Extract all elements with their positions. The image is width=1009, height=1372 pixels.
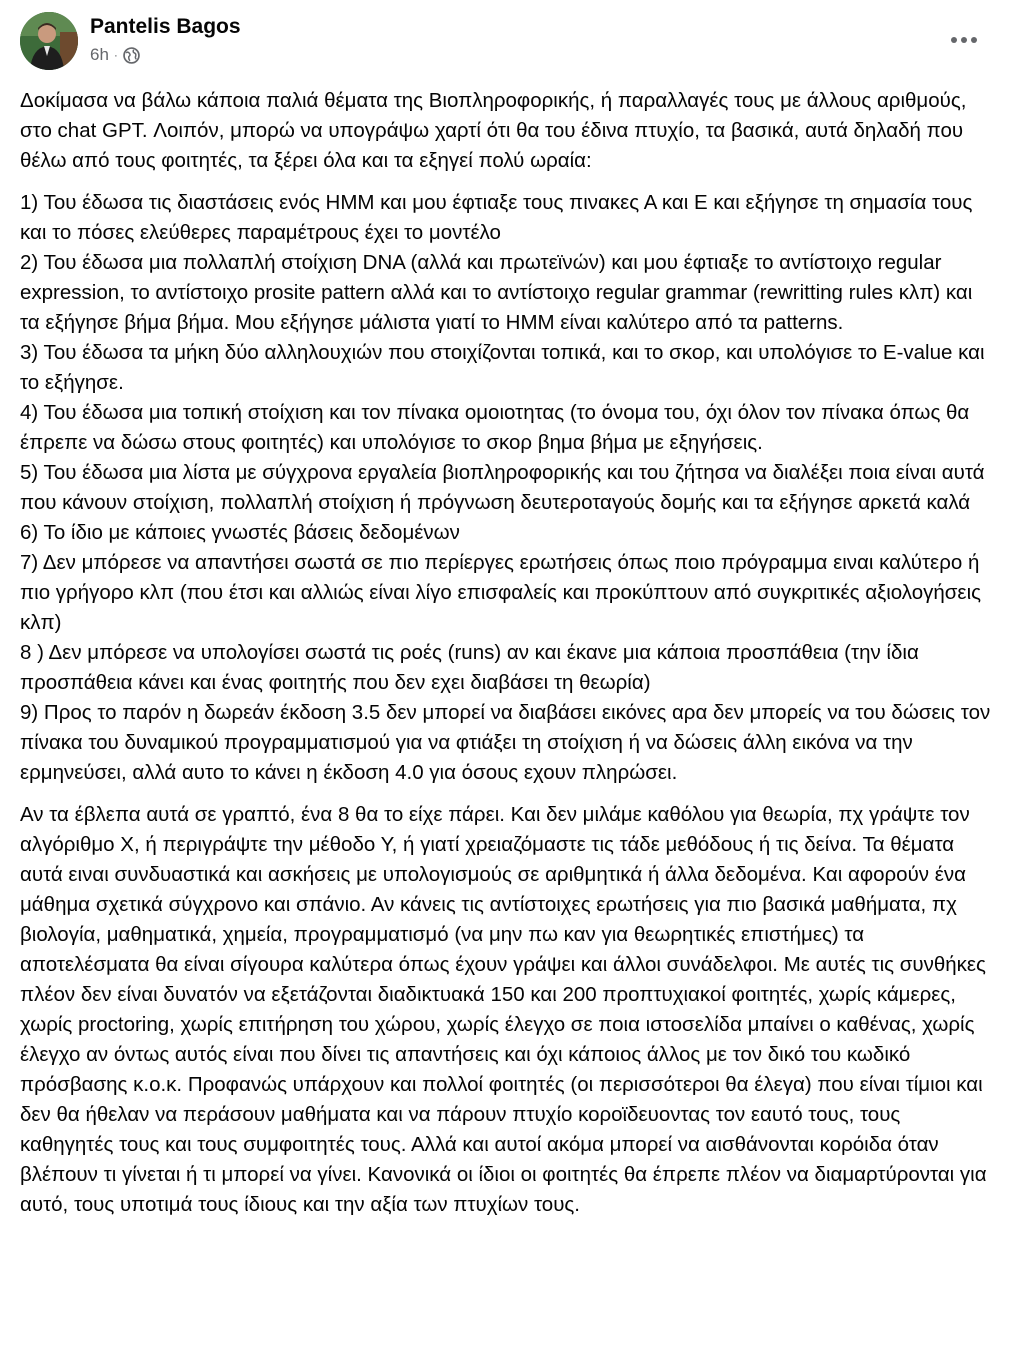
list-item: 1) Του έδωσα τις διαστάσεις ενός HMM και μου έφτιαξε τους πινακες Α και Ε και εξήγησε τη σημασία τους και το πόσες ελεύθερες παραμέτρους έχει το μοντέλο <box>20 191 973 244</box>
globe-icon[interactable] <box>123 47 140 64</box>
post-text <box>20 86 995 1232</box>
post-closing: Αν τα έβλεπα αυτά σε γραπτό, ένα 8 θα το είχε πάρει. Και δεν μιλάμε καθόλου για θεωρία, πχ γράψτε τον αλγόριθμο Χ, ή περιγράψτε την μέθοδο Υ, ή γιατί χρειαζόμαστε τις τάδε μεθόδους ή τις δείνα. Τα θέματα αυτά ειναι συνδυαστικά και ασκήσεις με υπολογισμούς σε αριθμητικά ή άλλα δεδομένα. Και αφορούν ένα μάθημα σχετικά σύγχρονο και σπάνιο. Αν κάνεις τις αντίστοιχες ερωτήσεις για πιο βασικά μαθήματα, πχ βιολογία, μαθηματικά, χημεία, προγραμματισμό (να μην πω καν για θεωρητικές επιστήμες) τα αποτελέσματα θα είναι σίγουρα καλύτερα όπως έχουν γράψει και άλλοι συνάδελφοι. Με αυτές τις συνθήκες πλέον δεν είναι δυνατόν να εξετάζονται διαδικτυακά 150 και 200 προπτυχιακοί φοιτητές, χωρίς κάμερες, χωρίς proctoring, χωρίς επιτήρηση του χώρου, χωρίς έλεγχο σε ποια ιστοσελίδα μπαίνει ο καθένας, χωρίς έλεγχο αν όντως αυτός είναι που δίνει τις απαντήσεις και όχι κάποιος άλλος με τον δικό του κωδικό πρόσβασης κ.ο.κ. Προφανώς υπάρχουν και πολλοί φοιτητές (οι περισσότεροι θα έλεγα) που είναι τίμιοι και δεν θα ήθελαν να περάσουν μαθήματα και να πάρουν πτυχίο κοροϊδευοντας τον εαυτό τους, τους καθηγητές τους και τους συμφοιτητές τους. Αλλά και αυτοί ακόμα μπορεί να αισθάνονται κορόιδα όταν βλέπουν τι γίνεται ή τι μπορεί να γίνει. Κανονικά οι ίδιοι οι φοιτητές θα έπρεπε πλέον να διαμαρτύρονται για αυτό, τους υποτιμά τους ίδιους και την αξία των πτυχίων τους. <box>20 803 987 1216</box>
list-item: 6) Το ίδιο με κάποιες γνωστές βάσεις δεδομένων <box>20 521 460 544</box>
post-meta <box>90 45 140 65</box>
post-header <box>20 12 990 72</box>
list-item: 4) Του έδωσα μια τοπική στοίχιση και τον πίνακα ομοιοτητας (το όνομα του, όχι όλον τον πίνακα όπως θα έπρεπε να δώσω στους φοιτητές) και υπολόγισε το σκορ βημα βήμα με εξηγήσεις. <box>20 401 970 454</box>
more-options-icon[interactable] <box>948 28 980 52</box>
more-dot <box>971 37 977 43</box>
post-list <box>20 188 995 788</box>
list-item: 3) Του έδωσα τα μήκη δύο αλληλουχιών που στοιχίζονται τοπικά, και το σκορ, και υπολόγισε το E-value και το εξήγησε. <box>20 341 985 394</box>
avatar-image <box>20 12 78 70</box>
meta-separator: · <box>113 48 118 62</box>
more-dot <box>961 37 967 43</box>
avatar[interactable] <box>20 12 78 70</box>
list-item: 5) Του έδωσα μια λίστα με σύγχρονα εργαλεία βιοπληροφορικής και του ζήτησα να διαλέξει ποια είναι αυτά που κάνουν στοίχιση, πολλαπλή στοίχιση ή πρόγνωση δευτεροταγούς δομής και τα εξήγησε αρκετά καλά <box>20 461 985 514</box>
author-name[interactable]: Pantelis Bagos <box>90 15 241 38</box>
post-time[interactable]: 6h <box>90 45 109 64</box>
list-item: 8 ) Δεν μπόρεσε να υπολογίσει σωστά τις ροές (runs) αν και έκανε μια κάποια προσπάθεια (την ίδια προσπάθεια κάνει και ένας φοιτητής που δεν εχει διαβάσει τη θεωρία) <box>20 641 919 694</box>
list-item: 7) Δεν μπόρεσε να απαντήσει σωστά σε πιο περίεργες ερωτήσεις όπως ποιο πρόγραμμα ειναι καλύτερο ή πιο γρήγορο κλπ (που έτσι και αλλιώς είναι λίγο επισφαλείς και προκύπτουν από συγκριτικές αξιολογήσεις κλπ) <box>20 551 982 634</box>
post-intro: Δοκίμασα να βάλω κάποια παλιά θέματα της Βιοπληροφορικής, ή παραλλαγές τους με άλλους αριθμούς, στο chat GPT. Λοιπόν, μπορώ να υπογράψω χαρτί ότι θα του έδινα πτυχίο, τα βασικά, αυτά δηλαδή που θέλω από τους φοιτητές, τα ξέρει όλα και τα εξηγεί πολύ ωραία: <box>20 89 967 172</box>
list-item: 2) Του έδωσα μια πολλαπλή στοίχιση DNA (αλλά και πρωτεϊνών) και μου έφτιαξε το αντίστοιχο regular expression, το αντίστοιχο prosite pattern αλλά και το αντίστοιχο regular grammar (rewritting rules κλπ) και τα εξήγησε βήμα βήμα. Μου εξήγησε μάλιστα γιατί το HMM είναι καλύτερο από τα patterns. <box>20 251 973 334</box>
list-item: 9) Προς το παρόν η δωρεάν έκδοση 3.5 δεν μπορεί να διαβάσει εικόνες αρα δεν μπορείς να του δώσεις τον πίνακα του δυναμικού προγραμματισμού για να φτιάξει τη στοίχιση ή να δώσεις άλλη εικόνα να την ερμηνεύσει, αλλά αυτο το κάνει η έκδοση 4.0 για όσους εχουν πληρώσει. <box>20 701 991 784</box>
more-dot <box>951 37 957 43</box>
